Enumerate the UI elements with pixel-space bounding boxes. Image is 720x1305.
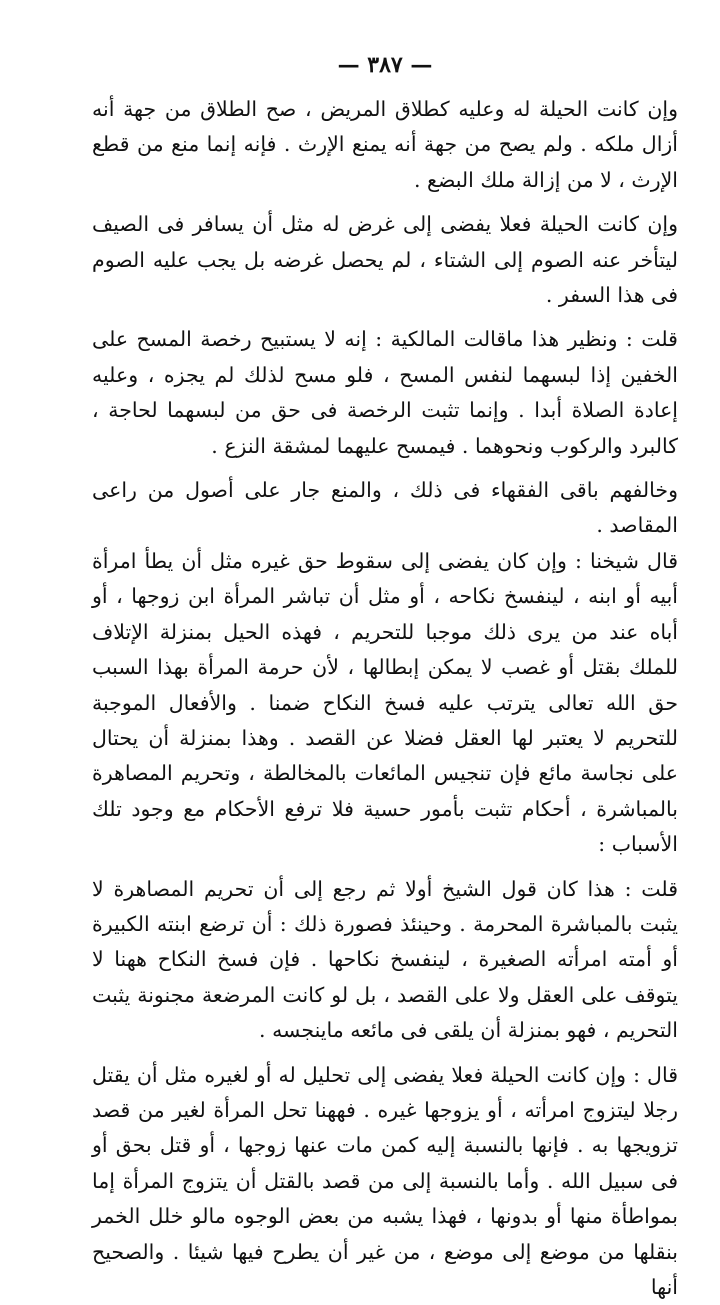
paragraph-2: وإن كانت الحيلة فعلا يفضى إلى غرض له مثل أن يسافر فى الصيف ليتأخر عنه الصوم إلى الشتاء ، لم يحصل غرضه بل يجب عليه الصوم فى هذا السفر .	[92, 212, 678, 308]
paragraph-5: قال شيخنا : وإن كان يفضى إلى سقوط حق غيره مثل أن يطأ امرأة أبيه أو ابنه ، لينفسخ نكاحه ، أو مثل أن تباشر المرأة ابن زوجها ، أو أباه عند من يرى ذلك موجبا للتحريم ، فهذه الحيل بمنزلة الإتلاف للملك بقتل أو غصب لا يمكن إبطالها ، لأن حرمة المرأة بهذا السبب حق الله تعالى يترتب عليه فسخ النكاح ضمنا . والأفعال الموجبة للتحريم لا يعتبر لها العقل فضلا عن القصد . وهذا بمنزلة أن يحتال على نجاسة مائع فإن تنجيس المائعات بالمخالطة ، وتحريم المصاهرة بالمباشرة ، أحكام تثبت بأمور حسية فلا ترفع الأحكام مع وجود تلك الأسباب :	[92, 548, 678, 857]
paragraph-7: قال : وإن كانت الحيلة فعلا يفضى إلى تحليل له أو لغيره مثل أن يقتل رجلا ليتزوج امرأته ، أو يزوجها غيره . فههنا تحل المرأة لغير من قصد تزويجها به . فإنها بالنسبة إليه كمن مات عنها زوجها ، أو قتل بحق أو فى سبيل الله . وأما بالنسبة إلى من قصد بالقتل أن يتزوج المرأة إما بمواطأة منها أو بدونها ، فهذا يشبه من بعض الوجوه مالو خلل الخمر بنقلها من موضع إلى موضع ، من غير أن يطرح فيها شيئا . والصحيح أنها	[92, 1062, 678, 1299]
paragraph-3: قلت : ونظير هذا ماقالت المالكية : إنه لا يستبيح رخصة المسح على الخفين إذا لبسهما لنفس المسح ، فلو مسح لذلك لم يجزه ، وعليه إعادة الصلاة أبدا . وإنما تثبت الرخصة فى حق من لبسهما لحاجة ، كالبرد والركوب ونحوهما . فيمسح عليهما لمشقة النزع .	[92, 327, 678, 458]
paragraph-4: وخالفهم باقى الفقهاء فى ذلك ، والمنع جار على أصول من راعى المقاصد .	[92, 478, 678, 538]
paragraph-1: وإن كانت الحيلة له وعليه كطلاق المريض ، صح الطلاق من جهة أنه أزال ملكه . ولم يصح من جهة أنه يمنع الإرث . فإنه إنما منع من قطع الإرث ، لا من إزالة ملك البضع .	[92, 97, 678, 192]
paragraph-6: قلت : هذا كان قول الشيخ أولا ثم رجع إلى أن تحريم المصاهرة لا يثبت بالمباشرة المحرمة . وحينئذ فصورة ذلك : أن ترضع ابنته الكبيرة أو أمته امرأته الصغيرة ، لينفسخ نكاحها . فإن فسخ النكاح ههنا لا يتوقف على العقل ولا على القصد ، بل لو كانت المرضعة مجنونة يثبت التحريم ، فهو بمنزلة أن يلقى فى مائعه ماينجسه .	[92, 876, 678, 1043]
page-number: — ٣٨٧ —	[337, 52, 433, 78]
